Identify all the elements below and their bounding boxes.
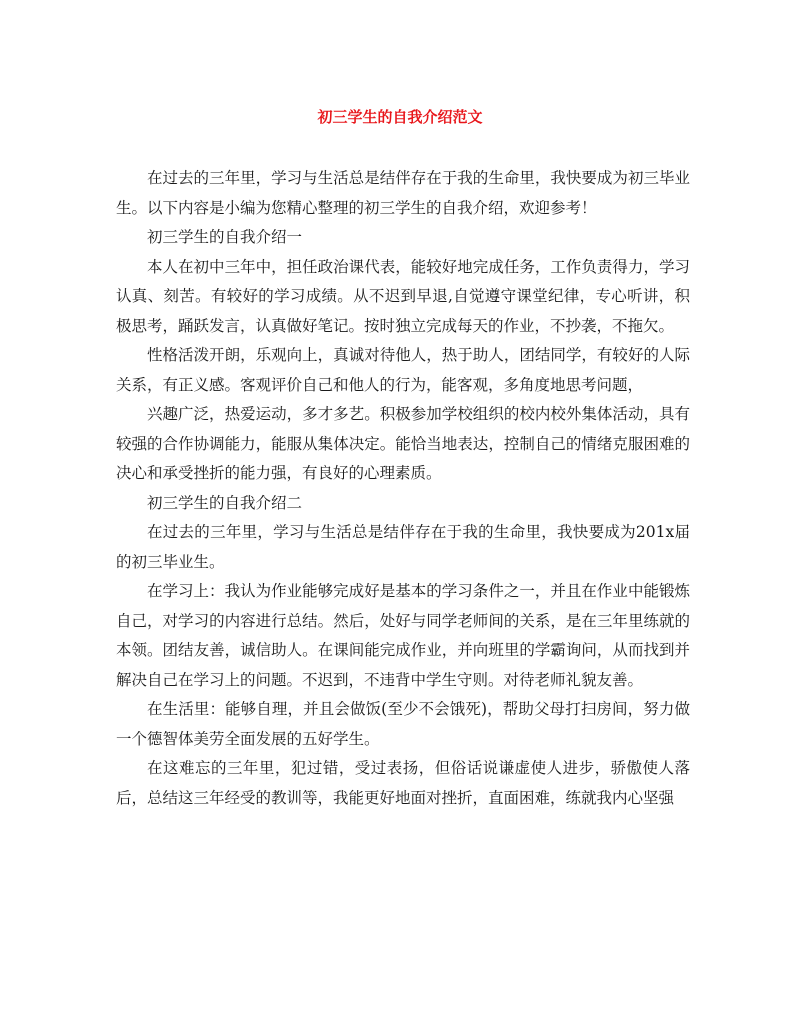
document-title: 初三学生的自我介绍范文 <box>317 108 483 126</box>
paragraph-interests: 兴趣广泛，热爱运动，多才多艺。积极参加学校组织的校内校外集体活动，具有较强的合作协调能力，能服从集体决定。能恰当地表达，控制自己的情绪克服困难的决心和承受挫折的能力强，有良好的心理素质。 <box>116 405 690 482</box>
section-heading-1: 初三学生的自我介绍一 <box>147 228 303 246</box>
paragraph-life: 在生活里：能够自理，并且会做饭(至少不会饿死)，帮助父母打扫房间，努力做一个德智体美劳全面发展的五好学生。 <box>116 700 690 748</box>
paragraph-study-duties: 本人在初中三年中，担任政治课代表，能较好地完成任务，工作负责得力，学习认真、刻苦。有较好的学习成绩。从不迟到早退,自觉遵守课堂纪律，专心听讲，积极思考，踊跃发言，认真做好笔记。按时独立完成每天的作业，不抄袭，不拖欠。 <box>116 257 690 335</box>
paragraph-personality: 性格活泼开朗，乐观向上，真诚对待他人，热于助人，团结同学，有较好的人际关系，有正义感。客观评价自己和他人的行为，能客观，多角度地思考问题， <box>116 346 690 394</box>
document-body <box>116 164 690 813</box>
section-heading-2: 初三学生的自我介绍二 <box>147 493 303 512</box>
paragraph-study: 在学习上：我认为作业能够完成好是基本的学习条件之一，并且在作业中能锻炼自己，对学习的内容进行总结。然后，处好与同学老师间的关系，是在三年里练就的本领。团结友善，诚信助人。在课间能完成作业，并向班里的学霸询问，从而找到并解决自己在学习上的问题。不迟到，不违背中学生守则。对待老师礼貌友善。 <box>116 582 690 689</box>
intro-paragraph: 在过去的三年里，学习与生活总是结伴存在于我的生命里，我快要成为初三毕业生。以下内容是小编为您精心整理的初三学生的自我介绍，欢迎参考！ <box>116 169 690 217</box>
paragraph-reflection: 在这难忘的三年里，犯过错，受过表扬，但俗话说谦虚使人进步，骄傲使人落后，总结这三年经受的教训等，我能更好地面对挫折，直面困难，练就我内心坚强 <box>116 759 690 807</box>
paragraph-intro-2: 在过去的三年里，学习与生活总是结伴存在于我的生命里，我快要成为201x届的初三毕业生。 <box>116 523 690 571</box>
